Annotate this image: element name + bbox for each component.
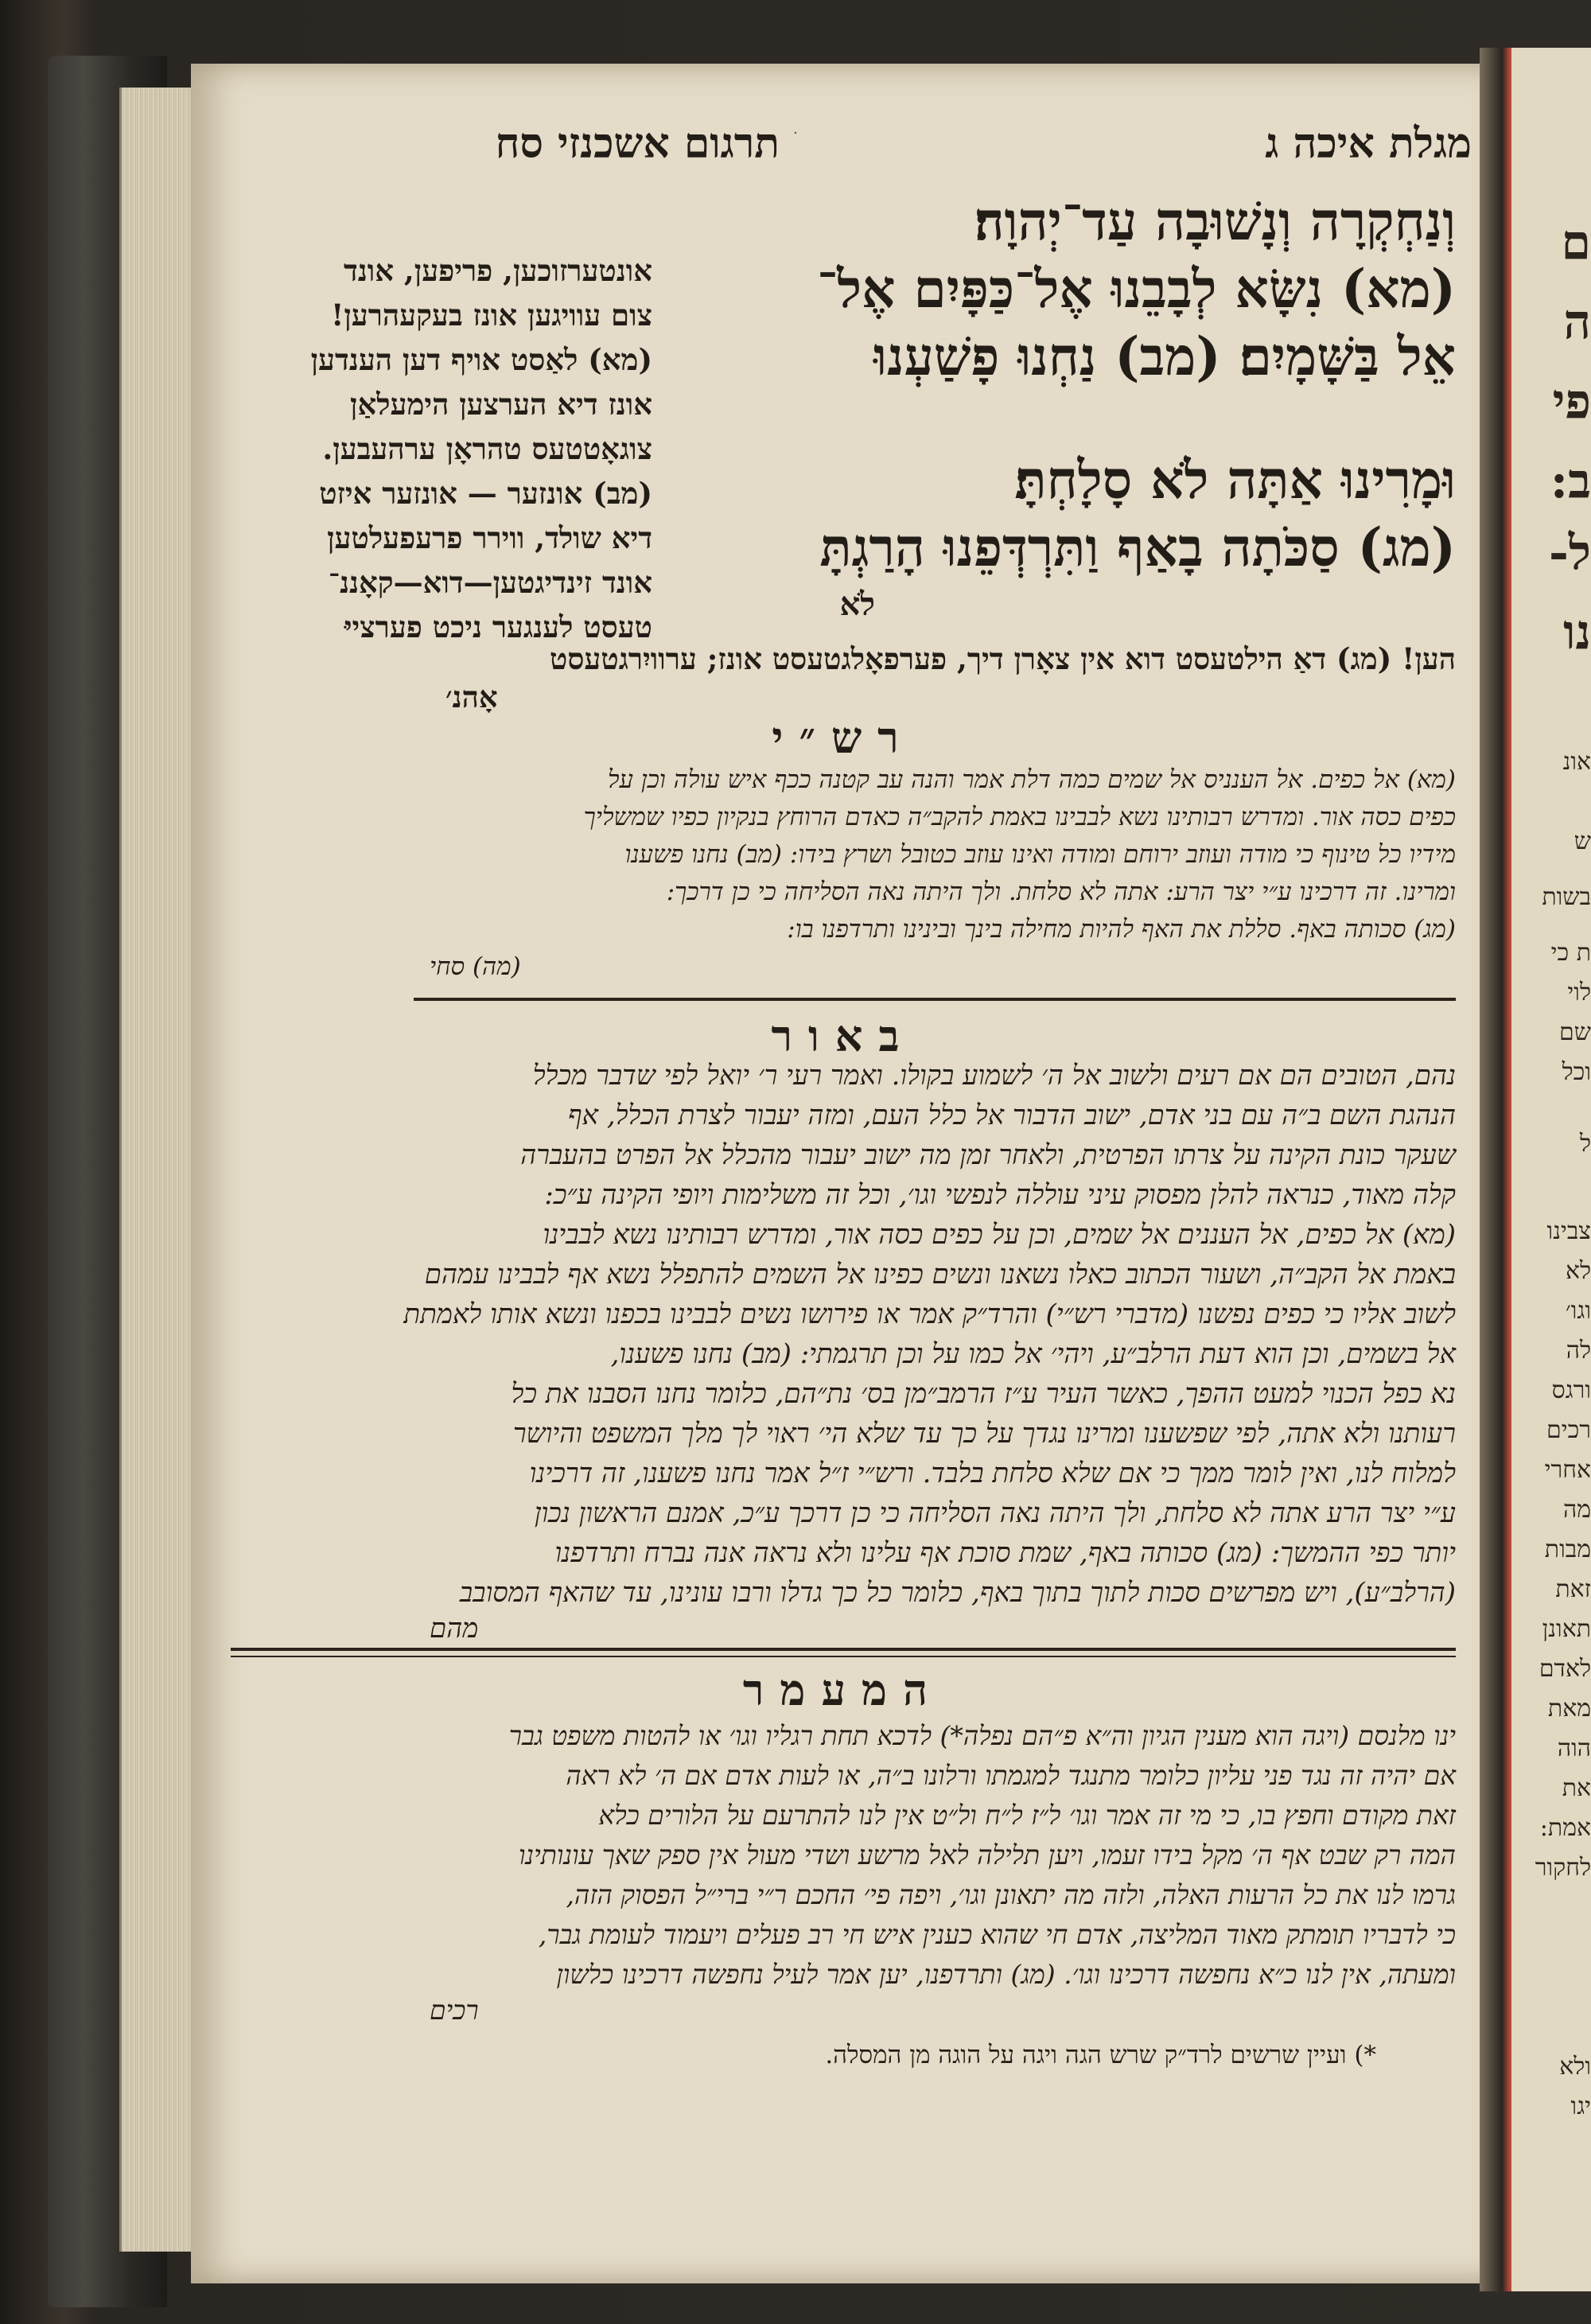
verse-line: (מג) סַכֹּתָה בָאַף וַתִּרְדְּפֵנוּ הָרַגְתָּ [819,516,1456,578]
facing-page-text: אמת: [1539,1814,1591,1842]
facing-page-text: לוי [1567,979,1591,1006]
book-gutter [1480,48,1511,2291]
facing-page-text: רכים [1546,1416,1591,1444]
facing-page-text: וגו׳ [1565,1297,1591,1325]
rashi-line: ומרינו. זה דרכינו ע״י יצר הרע: אתה לא סלחת. ולך היתה נאה הסליחה כי כן דרכך: [666,878,1456,906]
verse-line: וְנַחְקְרָה וְנָשׁוּבָה עַד־יְהוָה׃ [974,190,1456,252]
biur-line: נהם, הטובים הם אם רעים ולשוב אל ה׳ לשמוע בקולו. ואמר רעי ר׳ יואל לפי שדבר מכלל [532,1060,1456,1092]
biur-line: למלוח לנו, ואין לומר ממך כי אם שלא סלחת בלבד. ורש״י ז״ל אמר נחנו פשענו, זה דרכינו [529,1458,1456,1489]
biur-line: קלה מאוד, כנראה להלן מפסוק עיני עוללה לנפשי וגו׳, וכל זה משלימות ויופי הקינה ע״כ: [544,1179,1456,1211]
facing-page-text: תאונן [1542,1615,1591,1643]
facing-page-text: ב: [1550,454,1591,509]
biur-catchword: מהם [430,1613,479,1645]
facing-page-text: לה [1566,1337,1591,1364]
meamar-line: גרמו לנו את כל הרעות האלה, ולזה מה יתאונן וגו׳, ויפה פי׳ החכם ר״י ברי״ל הפסוק הזה, [566,1879,1456,1910]
facing-page-text: בשות [1542,883,1591,911]
biur-line: לשוב אליו כי כפים נפשנו (מדברי רש״י) והרד״ק אמר או פירושו נשים לבבינו בכפנו ונשא אותו לאמתת [403,1298,1456,1330]
meamar-title: המעמר [742,1664,944,1715]
verse-line: (מא) נִשָּׂא לְבָבֵנוּ אֶל־כַּפָּיִם אֶל־ [817,258,1456,320]
translation-line: צוגאָטטעס טהראָן ערהעבען. [322,431,652,466]
biur-line: ע״י יצר הרע אתה לא סלחת, ולך היתה נאה הסליחה כי כן דרכך ע״כ, אמנם הראשון נכון [534,1497,1456,1529]
facing-page-text: לאדם [1538,1655,1591,1683]
facing-page-text: הוה [1557,1734,1591,1762]
biur-line: יותר כפי ההמשך: (מג) סכותה באף, שמת סוכת אף עלינו ולא נראה אנה נברח ותרדפנו [554,1537,1456,1569]
meamar-line: זאת מקודם וחפץ בו, כי מי זה אמר וגו׳ ל״ז ל״ח ול״ט אין לנו להתרעם על הלורים כלא [598,1800,1456,1831]
translation-line: (מא) לאַסט אויף דען הענדען [310,342,652,377]
translation-line: טעסט לענגער ניכט פערצייּ [344,609,652,644]
facing-page-text: ורגס [1551,1376,1591,1404]
facing-page-text: צבינו [1546,1217,1591,1245]
facing-page-fragment [1511,48,1591,2291]
facing-page-text: ה [1563,294,1591,350]
rashi-line: (מג) סכותה באף. סללת את האף להיות מחילה בינך ובינינו ותרדפנו בו: [787,915,1456,944]
rashi-line: מידיו כל טינוף כי מודה ועוזב ירוחם ומודה ואינו עוזב כטובל ושרץ בידו: (מב) נחנו פשענו [624,840,1456,869]
facing-page-text: ם [1561,215,1591,271]
facing-page-text: לא [1565,1257,1591,1285]
rashi-divider [414,998,1456,1001]
facing-page-text: יגו [1570,2092,1591,2120]
meamar-line: אם יהיה זה נגד פני עליון כלומר מתנגד למגמתו ורלונו ב״ה, או לעות אדם אם ה׳ לא ראה [566,1760,1456,1791]
rashi-title: רש״י [772,712,915,763]
meamar-line: ינו מלנסם (ויגה הוא מענין הגיון וה״א פ״הם נפלה*) לדכא תחת רגליו וגו׳ או להטות משפט גבר [508,1720,1456,1751]
translation-line: אונטערזוכען, פריפען, אונד [343,253,652,288]
verse-line: וּמָרִינוּ אַתָּה לֹא סָלָחְתָּ׃ [1014,449,1456,511]
biur-line: שעקר כונת הקינה על צרתו הפרטית, ולאחר זמן מה ישוב יעבור מהכלל אל הפרט בהעברה [520,1139,1456,1171]
rashi-line: כפים כסה אור. ומדרש רבותינו נשא לבבינו באמת להקב״ה כאדם הרוחץ בנקיון כפיו שמשליך [583,803,1456,831]
meamar-catchword: רכים [430,1995,479,2026]
meamar-line: המה רק שבט אף ה׳ מקל בידו זעמו, ויען תלילה לאל מרשע ושדי מעול אין ספק שאך עונותינו [518,1839,1456,1870]
biur-line: (הרלב״ע), ויש מפרשים סכות לתוך בתוך באף, כלומר כל כך גדלו ורבו עונינו, עד שהאף המסובב [459,1577,1456,1609]
facing-page-text: ל [1579,1130,1591,1158]
facing-page-text: אונ [1562,748,1591,776]
verse-line: אֵל בַּשָּׁמָיִם׃ (מב) נַחְנוּ פָשַׁעְנוּ [873,325,1456,387]
facing-page-text: מה [1562,1496,1591,1524]
facing-page-text: אחרי [1544,1456,1591,1484]
translation-line: (מב) אונזער — אונזער איזט [319,476,652,511]
running-head-translation: תרגום אשכנזי סח [495,119,780,168]
facing-page-text: זאת [1555,1575,1591,1603]
facing-page-text: מבות [1544,1536,1591,1563]
facing-page-text: לחקור [1535,1854,1591,1882]
facing-page-text: ולא [1559,2053,1591,2081]
translation-line: דיא שולד, ווירר פרעפעלטען [327,520,652,555]
biur-line: רעותנו ולא אתה, לפי שפשענו ומרינו נגדך על כך עד שלא הי׳ ראוי לך מלך המשפט והיושר [512,1418,1456,1450]
meamar-line: כי לדבריו תומתק מאוד המליצה, אדם חי שהוא כענין איש חי רב פעלים ויעמוד לעומת גבר, [538,1919,1456,1950]
translation-catchword: אָהנ׳ [445,679,498,714]
facing-page-text: את [1562,1774,1591,1802]
biur-divider-top [231,1648,1456,1651]
translation-line: אונד זינדיגטען—דוא—קאָננ־ [328,565,652,600]
biur-title: באור [771,1010,916,1061]
translation-line: אונז דיא הערצען הימעלאַן [350,387,652,422]
biur-line: הנהגת השם ב״ה עם בני אדם, ישוב הדבור אל כלל העם, ומזה יעבור לצרת הכלל, אף [568,1100,1456,1131]
facing-page-text: שם [1559,1018,1591,1046]
meamar-line: ומעתה, אין לנו כ״א נחפשה דרכינו וגו׳. (מג) ותרדפנו, יען אמר לעיל נחפשה דרכינו כלשון [556,1959,1456,1990]
rashi-line: (מא) אל כפים. אל הענניס אל שמים כמה דלת אמר והנה עב קטנה ככף איש עולה וכן על [607,765,1456,794]
verse-catchword: לֹא [839,586,875,623]
page-block-edges [119,88,197,2252]
facing-page-text: ל- [1549,525,1591,581]
facing-page-text: נו [1563,605,1591,660]
facing-page-text: ת כי [1550,939,1591,967]
translation-line: צום עוויגען אונז בעקעהרען! [331,298,652,333]
biur-line: באמת אל הקב״ה, ושעור הכתוב כאלו נשאנו ונשים כפינו אל השמים להתפלל נשא אף לבבינו עמהם [424,1259,1456,1290]
footnote: *) ועיין שרשים לרד״ק שרש הגה ויגה על הוגה מן המסלה. [825,2041,1376,2069]
translation-line-wide: הען! (מג) דאַ הילטעסט דוא אין צאָרן דיך, פערפאָלגטעסט אונז; ערוויִרגטעסט [550,641,1456,676]
facing-page-text: וכל [1562,1058,1591,1086]
biur-line: נא כפל הכנוי למעט ההפך, כאשר העיר ע״ז הרמב״מן בס׳ נת״הם, כלומר נחנו הסבנו את כל [511,1378,1456,1410]
rashi-catchword: (מה) סחי [430,952,521,981]
biur-line: אל בשמים, וכן הוא דעת הרלב״ע, ויהי׳ אל כמו על וכן תרגמתי: (מב) נחנו פשענו, [610,1338,1456,1370]
facing-page-text: ש [1573,827,1591,855]
facing-page-text: פי [1552,374,1591,430]
biur-line: (מא) אל כפים, אל העננים אל שמים, וכן על כפים כסה אור, ומדרש רבותינו נשא לבבינו [543,1219,1456,1251]
running-head-book: מגלת איכה ג [1265,119,1472,168]
facing-page-text: מאת [1547,1695,1591,1723]
biur-divider-bottom [231,1656,1456,1657]
